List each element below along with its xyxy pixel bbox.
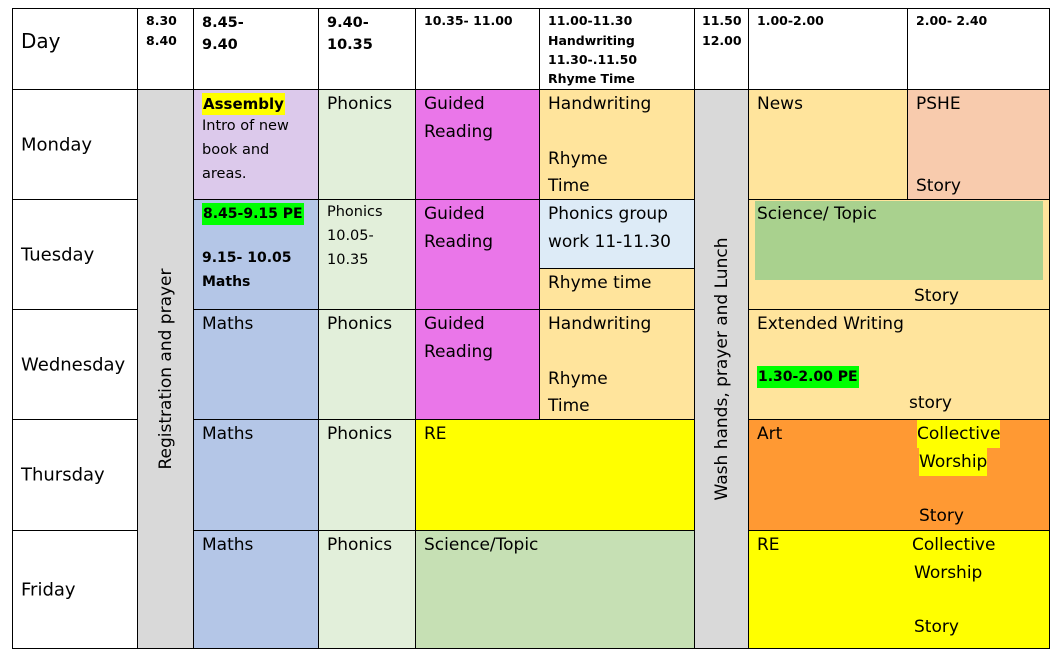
header-time-1100 [539,8,695,90]
tuesday-group-text: work 11-11.30 [548,232,671,252]
lunch-label: Wash hands, prayer and Lunch [711,237,732,501]
monday-pshe-cell [907,89,1050,200]
friday-worship-text: Worship [914,563,983,583]
tuesday-group-text: Phonics group [548,204,668,224]
header-day-cell [12,8,138,90]
tuesday-afternoon-cell [748,199,1050,310]
thursday-worship-text: Collective [917,420,1000,448]
tuesday-phonics-group-cell [539,199,695,269]
thursday-maths-cell [193,419,319,531]
wednesday-pe-wrap [757,365,859,389]
header-time-1400 [907,8,1050,90]
header-time-text: 2.00- 2.40 [916,13,988,28]
monday-phonics-text: Phonics [327,94,393,114]
day-label-monday: Monday [21,134,93,155]
monday-rhyme-text: Rhyme [548,149,608,169]
thursday-afternoon-cell [748,419,1050,531]
friday-science-cell [415,530,695,649]
day-cell-tuesday [12,199,138,310]
lunch-span-cell [694,89,749,649]
header-time-text: 11.50 [702,13,742,28]
monday-guided-text: Reading [424,122,494,142]
assembly-label: Assembly [203,95,284,113]
friday-re-text: RE [757,535,780,555]
monday-phonics-cell [318,89,416,200]
header-time-text: 8.45- [202,15,244,31]
registration-span-cell [137,89,194,649]
header-time-0845 [193,8,319,90]
wednesday-afternoon-cell [748,309,1050,420]
day-label-thursday: Thursday [21,464,105,486]
header-time-1035 [415,8,540,90]
header-time-text: 11.00-11.30 [548,13,633,28]
wednesday-phonics-cell [318,309,416,420]
assembly-label-wrap [202,92,285,116]
tuesday-phonics-cell [318,199,416,310]
friday-maths-cell [193,530,319,649]
thursday-phonics-text: Phonics [327,424,393,444]
monday-news-text: News [757,94,803,114]
day-label-friday: Friday [21,579,76,600]
friday-afternoon-cell [748,530,1050,649]
monday-intro-text: areas. [202,166,247,182]
wednesday-handwriting-text: Handwriting [548,314,652,334]
tuesday-story-text: Story [914,286,959,306]
tuesday-phonics-text: Phonics [327,204,383,220]
day-cell-monday [12,89,138,200]
monday-rhyme-text: Time [548,176,590,196]
day-label-wednesday: Wednesday [21,354,126,375]
header-time-text: 8.40 [146,33,177,48]
wednesday-story-text: story [909,393,952,413]
thursday-maths-text: Maths [202,424,254,444]
wednesday-extended-text: Extended Writing [757,314,904,334]
monday-intro-text: book and [202,142,270,158]
wednesday-handwriting-cell [539,309,695,420]
thursday-worship-text: Worship [919,448,987,476]
tuesday-guided-text: Guided [424,204,485,224]
header-time-text: 9.40- [327,15,369,31]
wednesday-guided-text: Reading [424,342,494,362]
monday-guided-text: Guided [424,94,485,114]
monday-handwriting-text: Handwriting [548,94,652,114]
thursday-re-cell [415,419,695,531]
monday-guided-reading-cell [415,89,540,200]
wednesday-maths-text: Maths [202,314,254,334]
friday-worship-text: Collective [912,535,996,555]
tuesday-guided-reading-cell [415,199,540,310]
tuesday-phonics-text: 10.35 [327,252,369,268]
header-time-text: Handwriting [548,33,635,48]
monday-news-cell [748,89,908,200]
monday-assembly-cell [193,89,319,200]
friday-phonics-cell [318,530,416,649]
day-cell-thursday [12,419,138,531]
header-time-text: 12.00 [702,33,742,48]
monday-handwriting-cell [539,89,695,200]
header-time-text: 10.35 [327,37,373,53]
wednesday-rhyme-text: Time [548,396,590,416]
tuesday-guided-text: Reading [424,232,494,252]
header-time-1150 [694,8,749,90]
header-time-text: 8.30 [146,13,177,28]
tuesday-pe-wrap [202,202,304,226]
day-label-tuesday: Tuesday [21,244,95,265]
monday-story-text: Story [916,176,961,196]
tuesday-phonics-text: 10.05- [327,228,374,244]
header-time-text: 9.40 [202,37,238,53]
thursday-art-text: Art [757,424,783,444]
tuesday-pe-maths-cell [193,199,319,310]
friday-science-text: Science/Topic [424,535,539,555]
tuesday-science-text: Science/ Topic [757,204,877,224]
tuesday-pe-text: 8.45-9.15 PE [202,203,304,225]
friday-maths-text: Maths [202,535,254,555]
tuesday-rhyme-text: Rhyme time [548,273,652,293]
tuesday-rhyme-cell [539,268,695,310]
registration-label: Registration and prayer [155,268,176,470]
header-time-0940 [318,8,416,90]
thursday-re-text: RE [424,424,447,444]
day-cell-wednesday [12,309,138,420]
header-time-text: 1.00-2.00 [757,13,824,28]
header-time-text: 11.30-.11.50 [548,52,638,67]
friday-phonics-text: Phonics [327,535,393,555]
friday-story-text: Story [914,617,959,637]
wednesday-guided-text: Guided [424,314,485,334]
wednesday-maths-cell [193,309,319,420]
day-cell-friday [12,530,138,649]
monday-intro-text: Intro of new [202,118,289,134]
header-time-text: Rhyme Time [548,71,635,86]
header-day-label: Day [21,29,61,53]
wednesday-rhyme-text: Rhyme [548,369,608,389]
thursday-phonics-cell [318,419,416,531]
header-time-text: 10.35- 11.00 [424,13,513,28]
monday-pshe-text: PSHE [916,94,961,114]
tuesday-maths-text: Maths [202,274,251,290]
tuesday-maths-time-text: 9.15- 10.05 [202,250,292,266]
wednesday-guided-reading-cell [415,309,540,420]
wednesday-pe-text: 1.30-2.00 PE [757,366,859,388]
header-time-1300 [748,8,908,90]
header-time-0830 [137,8,194,90]
thursday-story-text: Story [919,506,964,526]
wednesday-phonics-text: Phonics [327,314,393,334]
